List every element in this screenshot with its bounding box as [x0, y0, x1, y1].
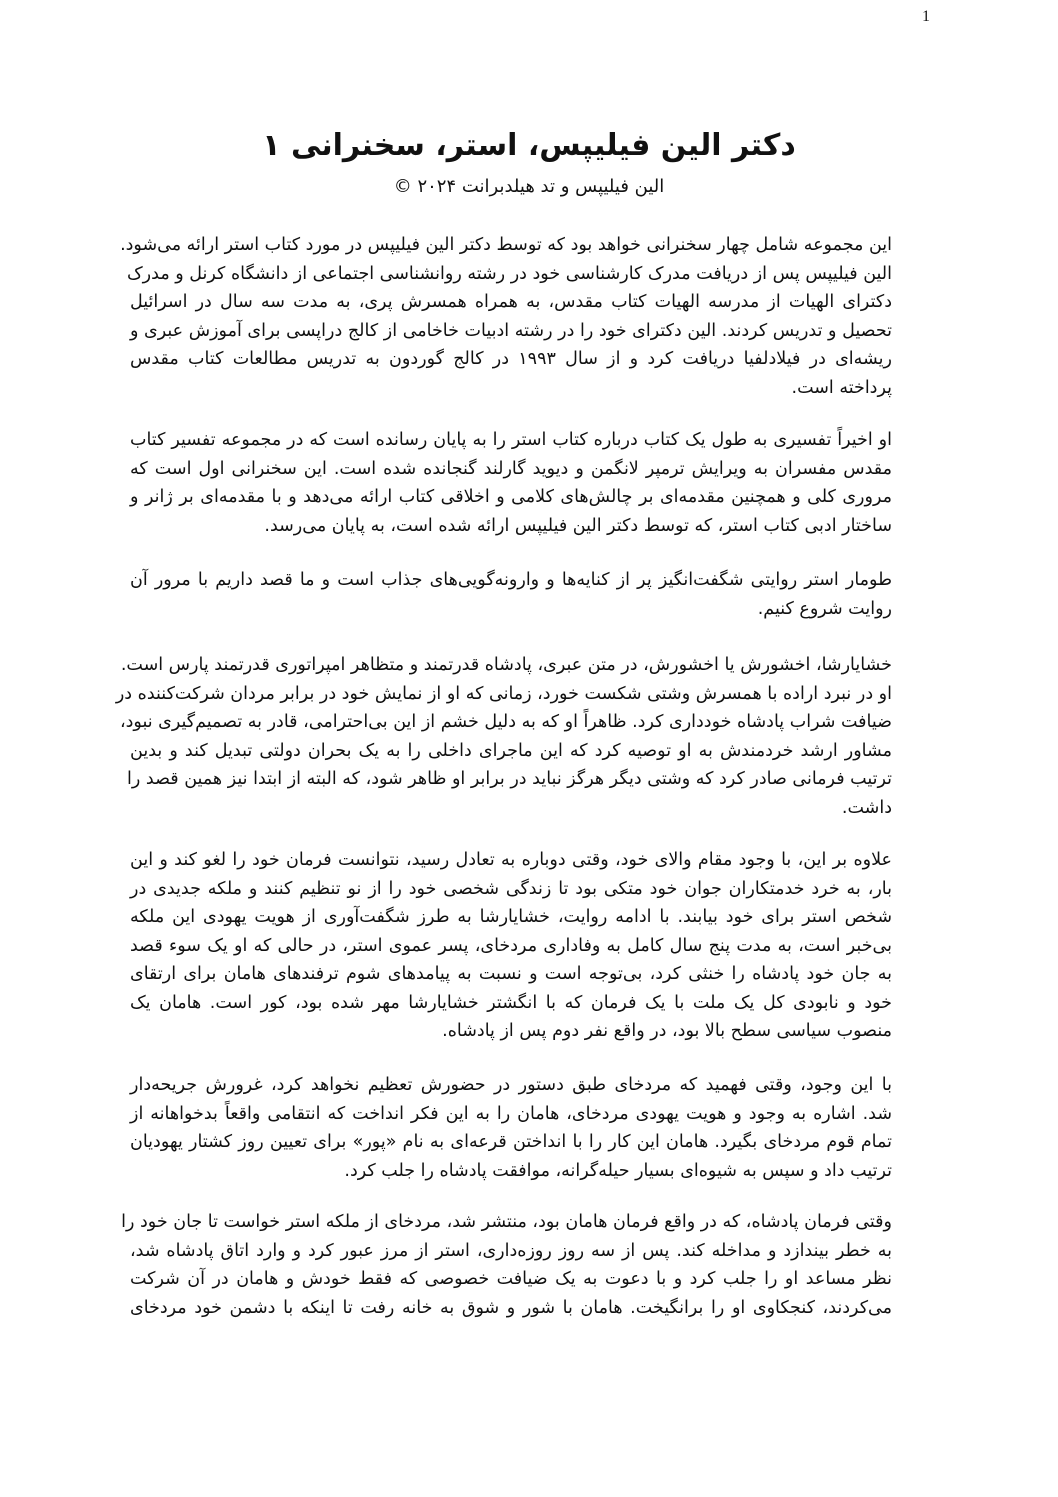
text-line: علاوه بر این، با وجود مقام والای خود، وقتی دوباره به تعادل رسید، نتوانست فرمان خود را لغو کند و این	[130, 850, 892, 870]
paragraph	[130, 846, 892, 1046]
document-title: دکتر الین فیلیپس، استر، سخنرانی ۱	[262, 128, 796, 163]
text-line: با این وجود، وقتی فهمید که مردخای طبق دستور در حضورش تعظیم نخواهد کرد، غرورش جریحه‌دار	[130, 1075, 892, 1095]
text-line: طومار استر روایتی شگفت‌انگیز پر از کنایه‌ها و وارونه‌گویی‌های جذاب است و ما قصد داریم با مرور آن	[130, 570, 892, 590]
paragraph	[130, 566, 892, 623]
text-line: شخص استر برای خود بیابند. با ادامه روایت، خشایارشا به طرز شگفت‌آوری از هویت یهودی این ملکه	[130, 907, 892, 927]
text-line: خود و نابودی کل یک ملت با یک فرمان که با انگشتر خشایارشا مهر شده بود، کور است. هامان یک	[130, 992, 892, 1013]
paragraph	[115, 651, 892, 822]
text-line: ترتیب فرمانی صادر کرد که وشتی دیگر هرگز نباید در برابر او ظاهر شود، که البته از ابتدا نیز همین قصد را	[127, 769, 892, 789]
text-line: او در نبرد اراده با همسرش وشتی شکست خورد، زمانی که او از نمایش خود در برابر مردان شرکت‌کننده در	[115, 683, 892, 704]
text-line: پرداخته است.	[791, 377, 892, 398]
text-line: ضیافت شراب پادشاه خودداری کرد. ظاهراً او که به دلیل خشم از این بی‌احترامی، قادر به تصمیم‌گیری نبود،	[119, 712, 892, 732]
text-line: بی‌خبر است، به مدت پنج سال کامل به وفاداری مردخای، پسر عموی استر، در حالی که او یک سوء قصد	[130, 935, 892, 956]
text-line: دکترای الهیات از مدرسه الهیات کتاب مقدس، به همراه همسرش پری، به مدت سه سال در اسرائیل	[130, 292, 892, 312]
text-line: نظر مساعد او را جلب کرد و با دعوت به یک ضیافت خصوصی که فقط خودش و هامان در آن شرکت	[130, 1269, 892, 1289]
text-line: وقتی فرمان پادشاه، که در واقع فرمان هامان بود، منتشر شد، مردخای از ملکه استر خواست تا جان خود را	[121, 1212, 892, 1232]
text-line: می‌کردند، کنجکاوی او را برانگیخت. هامان با شور و شوق به خانه رفت تا اینکه با دشمن خود مردخای	[130, 1297, 892, 1318]
page-number: 1	[922, 8, 930, 25]
text-line: به خطر بیندازد و مداخله کند. پس از سه روز روزه‌داری، استر از مرز عبور کرد و وارد اتاق پادشاه شد،	[130, 1240, 892, 1261]
text-line: تمام قوم مردخای بگیرد. هامان این کار را با انداختن قرعه‌ای به نام «پور» برای تعیین روز کشتار یهودیان	[130, 1132, 892, 1152]
document-subtitle: الین فیلیپس و تد هیلدبرانت ۲۰۲۴ ©	[393, 176, 665, 197]
text-line: این مجموعه شامل چهار سخنرانی خواهد بود که توسط دکتر الین فیلیپس در مورد کتاب استر ارائه می‌شود.	[120, 235, 892, 255]
text-line: مقدس مفسران به ویرایش ترمپر لانگمن و دیوید گارلند گنجانده شده است. این سخنرانی اول است که	[130, 458, 892, 479]
text-line: الین فیلیپس پس از دریافت مدرک کارشناسی خود در رشته روانشناسی اجتماعی از دانشگاه کرنل و مدرک	[127, 263, 892, 284]
text-line: ساختار ادبی کتاب استر، که توسط دکتر الین فیلیپس ارائه شده است، به پایان می‌رسد.	[264, 515, 892, 536]
paragraph	[121, 1208, 892, 1322]
text-line: ترتیب داد و سپس به شیوه‌ای بسیار حیله‌گرانه، موافقت پادشاه را جلب کرد.	[344, 1160, 892, 1181]
text-line: بار، به خرد خدمتکاران جوان خود متکی بود تا زندگی شخصی خود را از نو تنظیم کنند و ملکه جدیدی در	[130, 878, 892, 899]
text-line: شد. اشاره به وجود و هویت یهودی مردخای، هامان را به این فکر انداخت که انتقامی واقعاً بدخواهانه از	[130, 1103, 892, 1124]
text-line: ریشه‌ای در فیلادلفیا دریافت کرد و از سال ۱۹۹۳ در کالج گوردون به تدریس مطالعات کتاب مقدس	[130, 349, 892, 369]
text-line: منصوب سیاسی سطح بالا بود، در واقع نفر دوم پس از پادشاه.	[442, 1021, 892, 1041]
paragraph	[130, 426, 892, 540]
text-line: مروری کلی و همچنین مقدمه‌ای بر چالش‌های کلامی و اخلاقی کتاب ارائه می‌دهد و با مقدمه‌ای بر ژانر و	[130, 487, 892, 507]
paragraph	[120, 231, 892, 402]
text-line: به جان خود پادشاه را خنثی کرد، بی‌توجه است و نسبت به پیامدهای شوم ترفندهای هامان برای ارتقای	[130, 964, 892, 984]
text-line: تحصیل و تدریس کردند. الین دکترای خود را در رشته ادبیات خاخامی از کالج دراپسی برای آموزش عبری و	[130, 320, 892, 341]
paragraph	[130, 1071, 892, 1185]
text-line: مشاور ارشد خردمندش به او توصیه کرد که این ماجرای داخلی را به یک بحران دولتی تبدیل کند و بدین	[130, 740, 892, 761]
text-line: خشایارشا، اخشورش یا اخشورش، در متن عبری، پادشاه قدرتمند و متظاهر امپراتوری قدرتمند پارس است.	[120, 655, 892, 675]
text-line: روایت شروع کنیم.	[757, 598, 892, 619]
text-line: او اخیراً تفسیری به طول یک کتاب درباره کتاب استر را به پایان رسانده است که در مجموعه تفسیر کتاب	[130, 430, 892, 450]
text-line: داشت.	[841, 797, 892, 818]
